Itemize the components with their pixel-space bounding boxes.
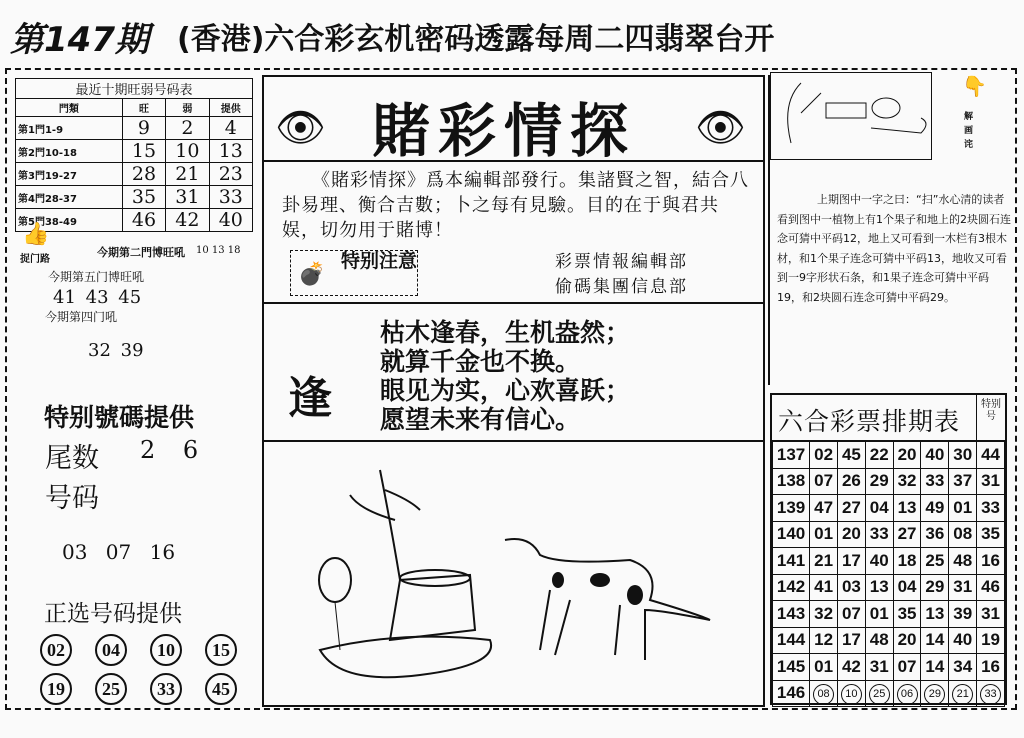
issue-number: 第147期 <box>10 19 149 60</box>
cell: 28 <box>122 163 165 186</box>
cell: 21 <box>810 548 838 575</box>
poem-line: 眼见为实，心欢喜跃； <box>380 376 631 405</box>
circled-number: 33 <box>980 684 1001 705</box>
table-row <box>773 574 1005 601</box>
pick-number: 04 <box>95 634 127 666</box>
cell: 35 <box>893 601 921 628</box>
pick-number: 19 <box>40 673 72 705</box>
cell: 01 <box>949 495 977 522</box>
cell: 13 <box>893 495 921 522</box>
key-char: 逢 <box>288 373 332 424</box>
divider <box>262 440 765 442</box>
cell: 31 <box>977 468 1005 495</box>
cell: 18 <box>893 548 921 575</box>
cell: 01 <box>865 601 893 628</box>
cell: 45 <box>837 442 865 469</box>
poem-line: 就算千金也不换。 <box>380 347 581 376</box>
cell: 12 <box>810 627 838 654</box>
cell: 07 <box>837 601 865 628</box>
cell: 13 <box>921 601 949 628</box>
circled-number: 25 <box>869 684 890 705</box>
cell: 143 <box>773 601 810 628</box>
cell: 07 <box>810 468 838 495</box>
cell: 04 <box>865 495 893 522</box>
cell: 29 <box>865 468 893 495</box>
table-row <box>16 186 253 209</box>
cell: 08 <box>949 521 977 548</box>
cell: 32 <box>810 601 838 628</box>
cell: 2 <box>166 117 209 140</box>
header-title: (香港)六合彩玄机密码透露每周二四翡翠台开 <box>176 22 775 57</box>
cell: 29 <box>921 574 949 601</box>
cell: 145 <box>773 654 810 681</box>
cell: 10 <box>166 140 209 163</box>
bomb-icon: 💣 <box>298 262 326 287</box>
cell: 33 <box>921 468 949 495</box>
cell: 30 <box>949 442 977 469</box>
door4-label: 今期第四门吼 <box>45 310 118 324</box>
door4-numbers: 32 39 <box>88 340 144 361</box>
cell: 140 <box>773 521 810 548</box>
circled-number: 08 <box>813 684 834 705</box>
cell <box>949 680 977 707</box>
table-row <box>773 495 1005 522</box>
cell: 32 <box>893 468 921 495</box>
column-header: 門類 <box>16 99 123 117</box>
cell: 44 <box>977 442 1005 469</box>
table-row <box>773 468 1005 495</box>
pointing-hand-icon: 👇 <box>962 74 987 98</box>
page-header <box>10 8 1014 64</box>
tail-label: 尾数 <box>45 443 99 474</box>
cell <box>921 680 949 707</box>
cell: 01 <box>810 654 838 681</box>
table-row <box>773 548 1005 575</box>
cell: 137 <box>773 442 810 469</box>
cell: 35 <box>122 186 165 209</box>
door-label: 第5門38-49 <box>16 209 123 232</box>
cell: 141 <box>773 548 810 575</box>
middle-title: 賭彩情探 <box>372 97 637 165</box>
draw-table-title: 六合彩票排期表 <box>772 395 977 440</box>
table-title: 最近十期旺弱号码表 <box>16 79 253 99</box>
cell <box>865 680 893 707</box>
cell: 34 <box>949 654 977 681</box>
cell: 25 <box>921 548 949 575</box>
pick-numbers <box>40 634 245 705</box>
cell: 40 <box>949 627 977 654</box>
eye-icon: 👁 <box>695 105 746 151</box>
pick-title: 正选号码提供 <box>44 601 182 627</box>
cell: 13 <box>209 140 252 163</box>
cell: 17 <box>837 627 865 654</box>
cell: 20 <box>893 627 921 654</box>
table-row <box>773 680 1005 707</box>
cell: 27 <box>893 521 921 548</box>
table-row <box>773 627 1005 654</box>
table-row <box>16 209 253 232</box>
number-label: 号码 <box>45 483 99 514</box>
cell: 07 <box>893 654 921 681</box>
cell: 42 <box>837 654 865 681</box>
table-row <box>773 654 1005 681</box>
cell: 03 <box>837 574 865 601</box>
special-title: 特别號碼提供 <box>44 403 195 432</box>
door-label: 第4門28-37 <box>16 186 123 209</box>
cell: 14 <box>921 627 949 654</box>
door5-numbers: 41 43 45 <box>53 287 142 308</box>
cell: 146 <box>773 680 810 707</box>
cell: 14 <box>921 654 949 681</box>
cell <box>837 680 865 707</box>
cell: 20 <box>893 442 921 469</box>
cell: 48 <box>949 548 977 575</box>
cell <box>893 680 921 707</box>
cell: 33 <box>209 186 252 209</box>
last-issue-picture <box>770 72 932 160</box>
divider <box>262 160 765 162</box>
cell: 31 <box>865 654 893 681</box>
cell: 31 <box>166 186 209 209</box>
cell: 16 <box>977 548 1005 575</box>
cell <box>810 680 838 707</box>
explanation-text: 上期图中一字之曰：“扫”水心清的读者看到图中一植物上有1个果子和地上的2块圆石连念可猜中平码12，地上又可看到一木栏有3根木材，和1个果子连念可猜中平码13，地收又可看到一9字形状石条，和1果子连念可猜中平码19，和2块圆石连念可猜中平码29。 <box>777 193 1011 304</box>
pick-number: 10 <box>150 634 182 666</box>
hot-cold-table <box>15 78 253 232</box>
cell: 26 <box>837 468 865 495</box>
thumbs-up-icon: 👍 <box>22 222 50 247</box>
cell: 33 <box>977 495 1005 522</box>
table-row <box>773 521 1005 548</box>
pick-number: 33 <box>150 673 182 705</box>
cell: 27 <box>837 495 865 522</box>
circled-number: 29 <box>924 684 945 705</box>
cell: 23 <box>209 163 252 186</box>
cell <box>977 680 1005 707</box>
cell: 22 <box>865 442 893 469</box>
sign2: 偷碼集團信息部 <box>555 277 688 297</box>
eye-icon: 👁 <box>275 105 326 151</box>
column-header: 提供 <box>209 99 252 117</box>
intro-text: 《賭彩情探》爲本編輯部發行。集諸賢之智，結合八卦易理、衡合吉數；卜之每有見驗。目的在于與君共娱，切勿用于賭博！ <box>282 170 749 241</box>
door-label: 第1門1-9 <box>16 117 123 140</box>
cell: 17 <box>837 548 865 575</box>
cell: 35 <box>977 521 1005 548</box>
cell: 15 <box>122 140 165 163</box>
side-label: 解画诧 <box>964 112 974 150</box>
pick-number: 45 <box>205 673 237 705</box>
cell: 40 <box>921 442 949 469</box>
table-row <box>773 442 1005 469</box>
notice-text: 特别注意 <box>341 250 418 272</box>
cell: 142 <box>773 574 810 601</box>
cell: 31 <box>949 574 977 601</box>
divider <box>262 302 765 304</box>
cell: 40 <box>209 209 252 232</box>
cell: 37 <box>949 468 977 495</box>
draw-table <box>770 393 1007 705</box>
cell: 41 <box>810 574 838 601</box>
divider <box>768 75 770 385</box>
cell: 01 <box>810 521 838 548</box>
number-values: 03 07 16 <box>62 540 176 564</box>
table-row <box>16 140 253 163</box>
cell: 31 <box>977 601 1005 628</box>
cell: 19 <box>977 627 1005 654</box>
tail-values: 2 6 <box>140 436 199 464</box>
column-header: 旺 <box>122 99 165 117</box>
cell: 33 <box>865 521 893 548</box>
table-row <box>773 601 1005 628</box>
cell: 16 <box>977 654 1005 681</box>
cell: 20 <box>837 521 865 548</box>
door-label: 第2門10-18 <box>16 140 123 163</box>
special-label: 特别号 <box>981 399 1001 422</box>
cell: 49 <box>921 495 949 522</box>
cell: 40 <box>865 548 893 575</box>
cell: 36 <box>921 521 949 548</box>
poem-line: 愿望未来有信心。 <box>380 405 581 434</box>
cell: 4 <box>209 117 252 140</box>
poem <box>380 318 630 434</box>
tip-label: 捉门路 <box>20 254 50 265</box>
cell: 13 <box>865 574 893 601</box>
cell: 42 <box>166 209 209 232</box>
cell: 48 <box>865 627 893 654</box>
plant-and-dog-illustration <box>300 450 720 700</box>
sign1: 彩票情報編輯部 <box>555 252 688 272</box>
door2-label: 今期第二門博旺吼 <box>97 246 185 259</box>
circled-number: 10 <box>841 684 862 705</box>
circled-number: 21 <box>952 684 973 705</box>
cell: 139 <box>773 495 810 522</box>
cell: 02 <box>810 442 838 469</box>
cell: 21 <box>166 163 209 186</box>
cell: 47 <box>810 495 838 522</box>
door2-numbers: 10 13 18 <box>196 245 241 256</box>
poem-line: 枯木逢春，生机盎然； <box>380 318 631 347</box>
table-row <box>16 117 253 140</box>
cell: 04 <box>893 574 921 601</box>
column-header: 弱 <box>166 99 209 117</box>
table-row <box>16 163 253 186</box>
pick-number: 02 <box>40 634 72 666</box>
cell: 138 <box>773 468 810 495</box>
cell: 46 <box>977 574 1005 601</box>
door-label: 第3門19-27 <box>16 163 123 186</box>
cell: 46 <box>122 209 165 232</box>
pick-number: 15 <box>205 634 237 666</box>
cell: 39 <box>949 601 977 628</box>
cell: 9 <box>122 117 165 140</box>
cell: 144 <box>773 627 810 654</box>
circled-number: 06 <box>897 684 918 705</box>
pick-number: 25 <box>95 673 127 705</box>
door5-label: 今期第五门博旺吼 <box>48 270 145 284</box>
